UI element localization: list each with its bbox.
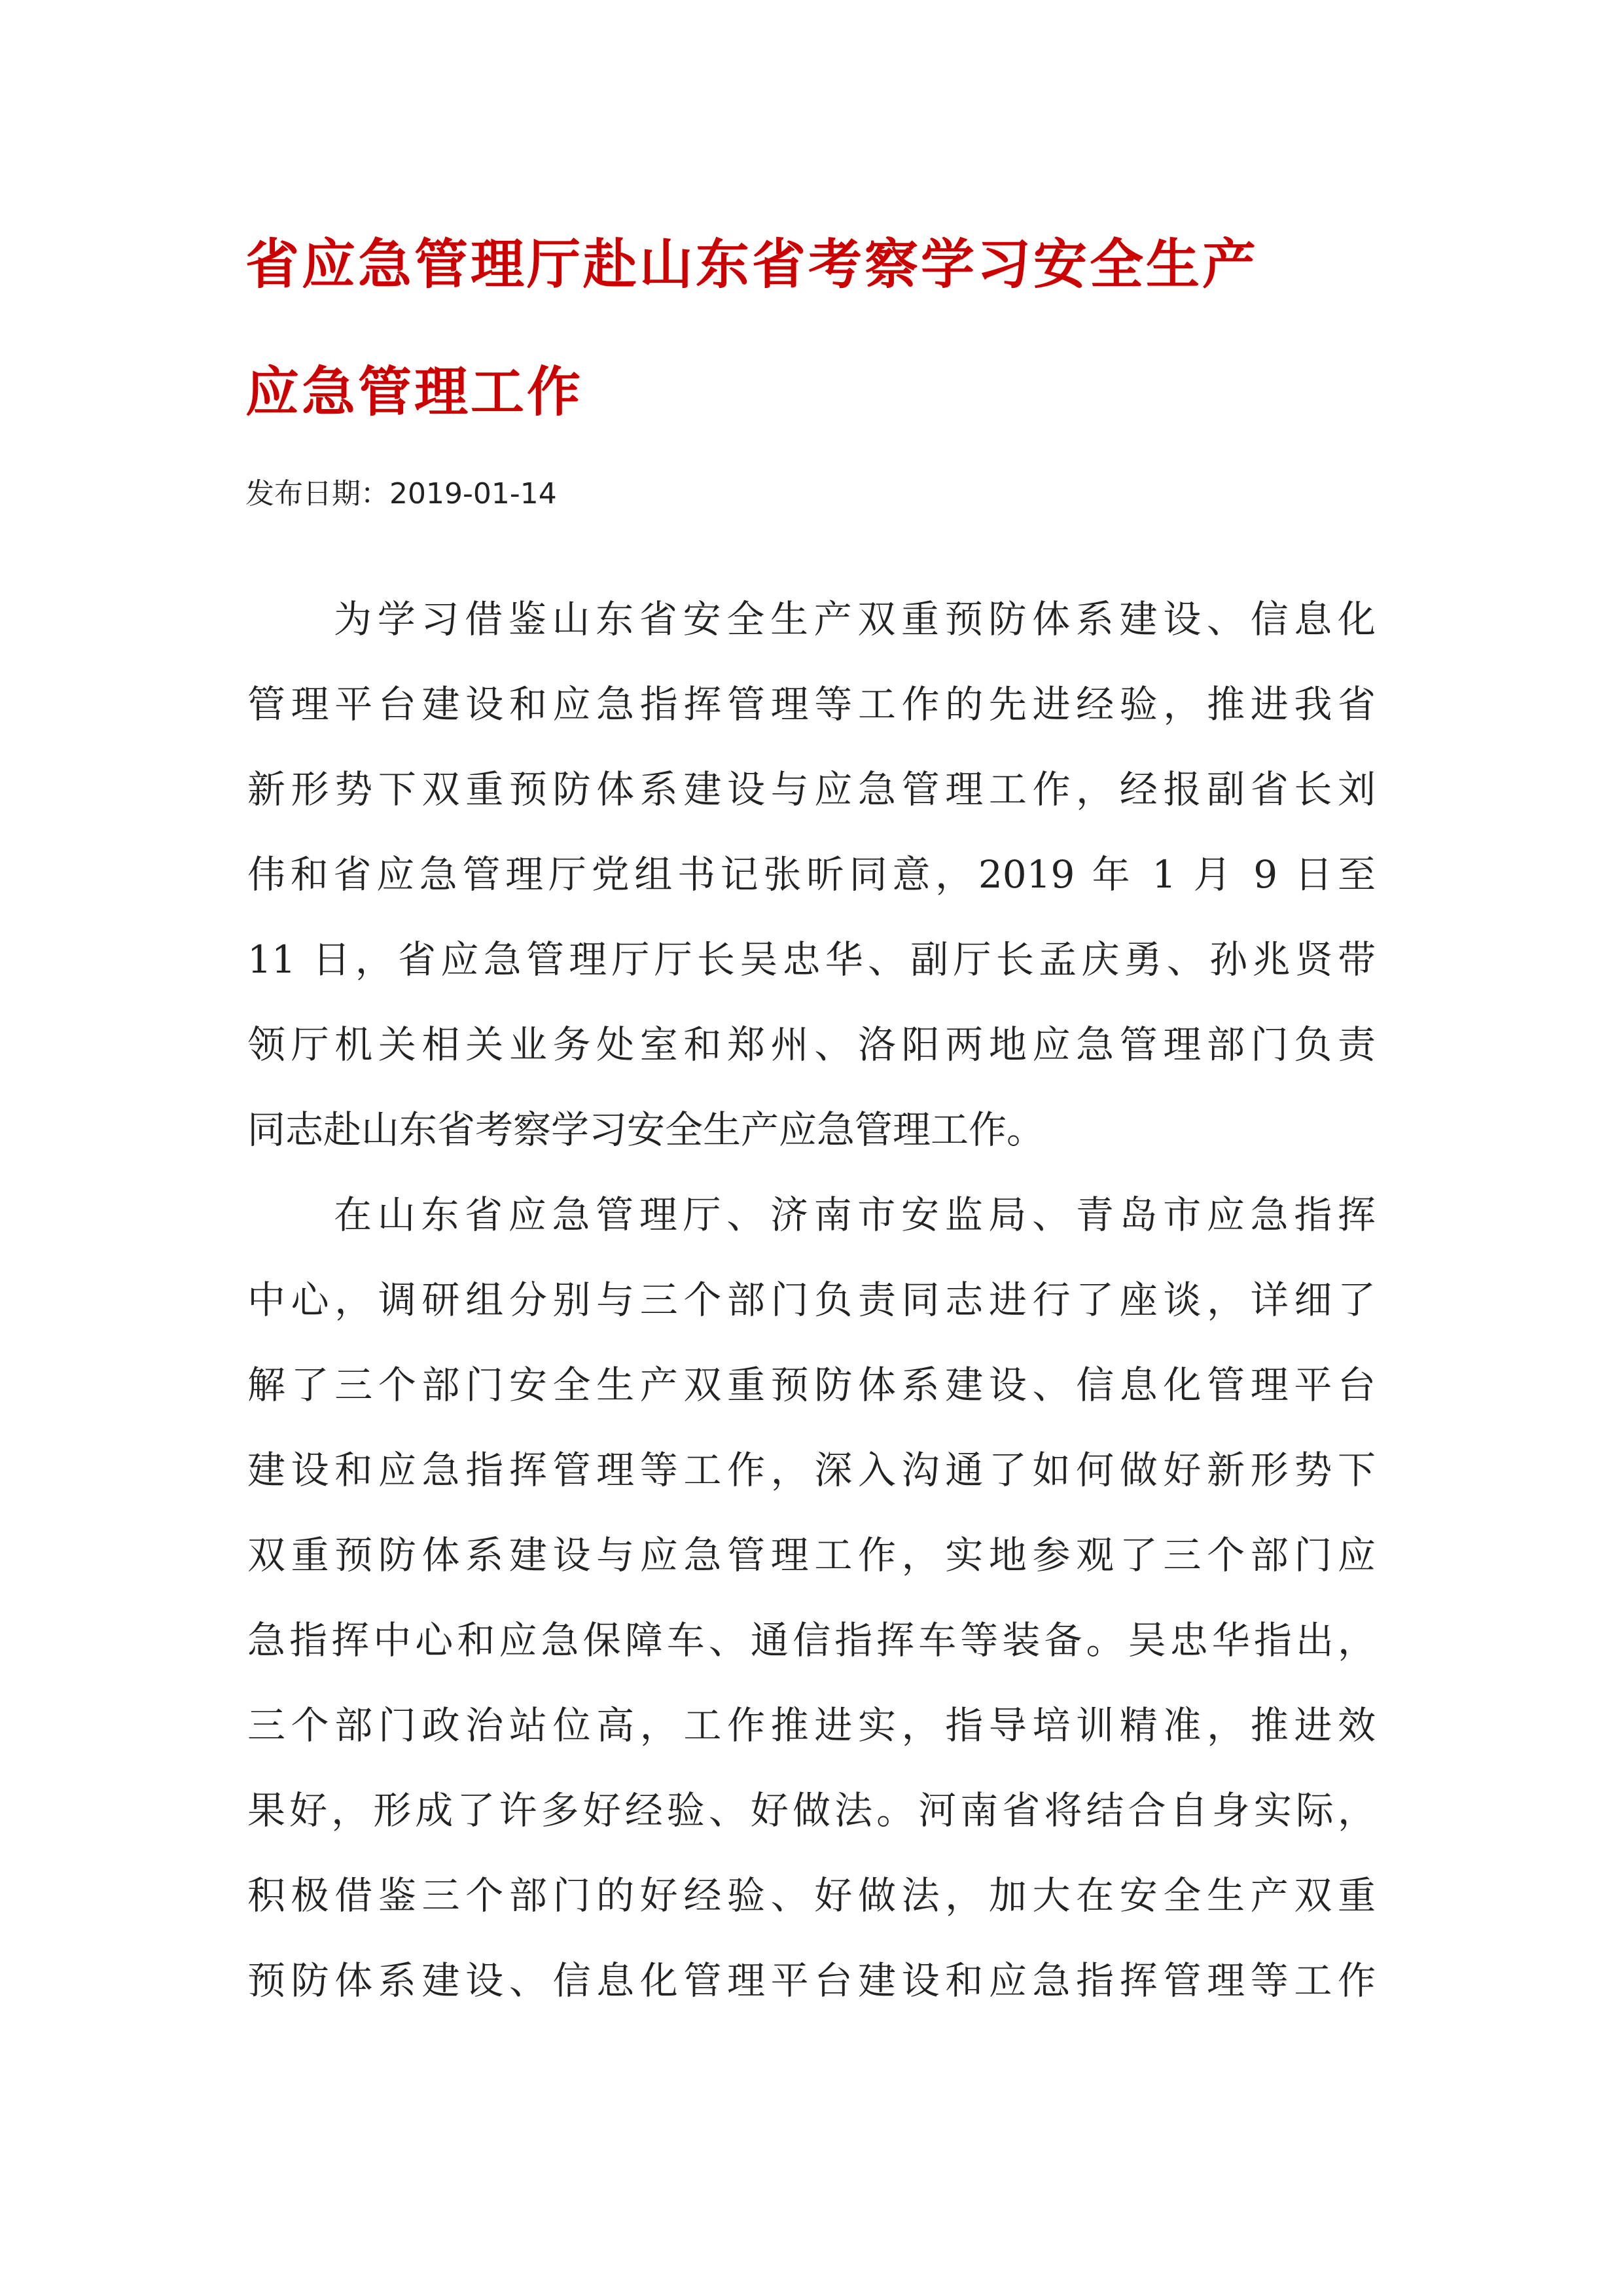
paragraph-line: 积极借鉴三个部门的好经验、好做法，加大在安全生产双重	[247, 1873, 1376, 1918]
article-title-line-1: 省应急管理厅赴山东省考察学习安全生产	[245, 234, 1259, 296]
paragraph-line: 同志赴山东省考察学习安全生产应急管理工作。	[247, 1107, 1045, 1152]
paragraph-line: 中心，调研组分别与三个部门负责同志进行了座谈，详细了	[247, 1278, 1376, 1322]
publish-date	[245, 475, 557, 514]
paragraph-line: 伟和省应急管理厅党组书记张昕同意，2019 年 1 月 9 日至	[247, 852, 1376, 897]
publish-date-label: 发布日期：	[245, 477, 389, 511]
paragraph-line: 11 日，省应急管理厅厅长吴忠华、副厅长孟庆勇、孙兆贤带	[247, 937, 1376, 982]
paragraph-line: 新形势下双重预防体系建设与应急管理工作，经报副省长刘	[247, 767, 1376, 812]
paragraph-line: 果好，形成了许多好经验、好做法。河南省将结合自身实际，	[247, 1788, 1376, 1833]
paragraph-line: 建设和应急指挥管理等工作，深入沟通了如何做好新形势下	[247, 1448, 1376, 1492]
paragraph-line: 解了三个部门安全生产双重预防体系建设、信息化管理平台	[247, 1363, 1376, 1407]
paragraph-line: 管理平台建设和应急指挥管理等工作的先进经验，推进我省	[247, 682, 1376, 726]
paragraph-line: 急指挥中心和应急保障车、通信指挥车等装备。吴忠华指出，	[247, 1618, 1376, 1662]
paragraph-line: 预防体系建设、信息化管理平台建设和应急指挥管理等工作	[247, 1958, 1376, 2003]
paragraph-line: 三个部门政治站位高，工作推进实，指导培训精准，推进效	[247, 1703, 1376, 1748]
paragraph-line: 为学习借鉴山东省安全生产双重预防体系建设、信息化	[334, 597, 1376, 641]
paragraph-line: 在山东省应急管理厅、济南市安监局、青岛市应急指挥	[334, 1193, 1376, 1237]
article-title-line-2: 应急管理工作	[245, 361, 584, 423]
paragraph-line: 领厅机关相关业务处室和郑州、洛阳两地应急管理部门负责	[247, 1022, 1376, 1067]
paragraph-line: 双重预防体系建设与应急管理工作，实地参观了三个部门应	[247, 1533, 1376, 1577]
publish-date-value: 2019-01-14	[389, 477, 557, 511]
